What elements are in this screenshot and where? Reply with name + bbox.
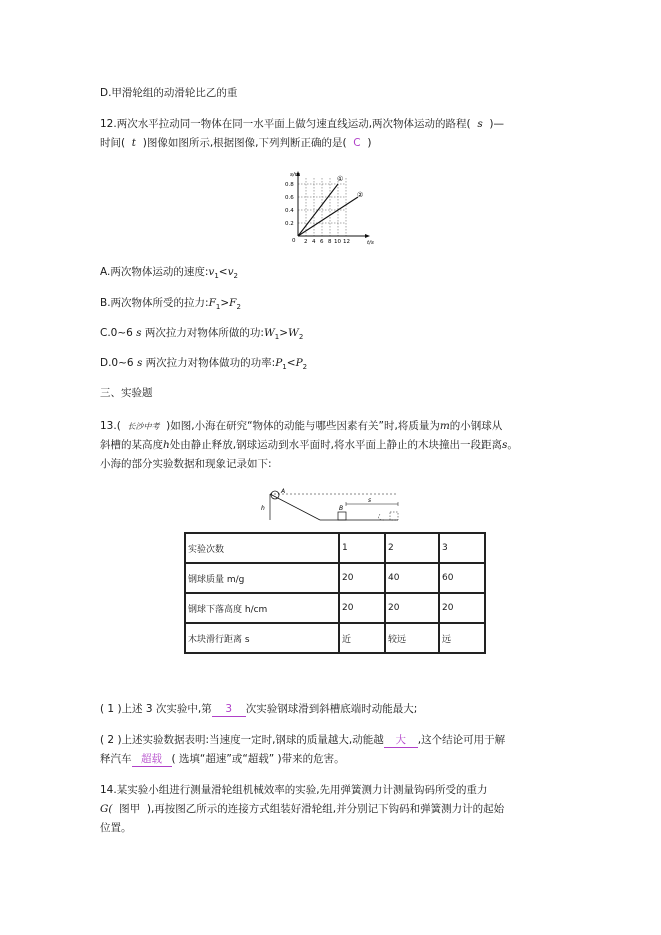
table-cell: 40 [385, 563, 439, 593]
q14-line3: 位置。 [100, 822, 132, 834]
x-tick: 12 [343, 239, 350, 245]
x-axis-label: t/s [367, 240, 374, 246]
table-cell: 近 [339, 623, 385, 653]
q12-option-c: C.0~6 s 两次拉力对物体所做的功$:W_1>W_2$ [100, 327, 304, 342]
source-tag: 长沙中考 [127, 422, 160, 431]
section-title: 三、实验题 [100, 387, 153, 399]
table-row [185, 533, 485, 563]
q14-line2: G( 图甲 ),再按图乙所示的连接方式组装好滑轮组,并分别记下钩码和弹簧测力计的起始 [100, 803, 505, 815]
s-t-graph [277, 168, 385, 246]
line-2 [298, 197, 358, 236]
q12-option-b: B.两次物体所受的拉力$:F_1>F_2$ [100, 297, 241, 312]
label-h: h [261, 505, 265, 512]
x-tick: 10 [334, 239, 341, 245]
table-cell: 钢球质量 m/g [185, 563, 339, 593]
block-b [338, 512, 346, 520]
q13-sub1: ( 1 )上述 3 次实验中,第 3 次实验钢球滑到斜槽底端时动能最大; [100, 703, 418, 715]
q12-option-d: D.0~6 s 两次拉力对物体做功的功率$:P_1<P_2$ [100, 357, 308, 372]
q13-sub2-line1: ( 2 )上述实验数据表明:当速度一定时,钢球的质量越大,动能越 大 ,这个结论可用于解 [100, 734, 506, 746]
table-cell: 60 [439, 563, 485, 593]
q11-option-d: D.甲滑轮组的动滑轮比乙的重 [100, 87, 238, 99]
label-s: s [368, 497, 372, 504]
label-a: A [281, 488, 286, 495]
table-cell: 较远 [385, 623, 439, 653]
table-cell: 20 [339, 593, 385, 623]
x-tick: 8 [328, 239, 332, 245]
y-tick: 0.2 [285, 221, 294, 227]
table-cell: 20 [339, 563, 385, 593]
data-table [184, 532, 486, 654]
table-cell: 3 [439, 533, 485, 563]
q13-sub2-answer2: 超载 [132, 752, 172, 767]
y-tick: 0.8 [285, 182, 294, 188]
q12-stem-line2: 时间( t )图像如图所示,根据图像,下列判断正确的是( C ) [100, 137, 372, 149]
q14-line1: 14.某实验小组进行测量滑轮组机械效率的实验,先用弹簧测力计测量钩码所受的重力 [100, 784, 488, 796]
table-cell: 20 [439, 593, 485, 623]
x-tick: 4 [312, 239, 316, 245]
q12-option-a: A.两次物体运动的速度$:v_1<v_2$ [100, 266, 238, 281]
var-s: s [477, 118, 483, 130]
table-cell: 远 [439, 623, 485, 653]
table-row [185, 593, 485, 623]
q12-stem-line1: 12.两次水平拉动同一物体在同一水平面上做匀速直线运动,两次物体运动的路程( s )— [100, 118, 505, 130]
q13-sub1-answer: 3 [212, 702, 246, 717]
q13-sub2-line2: 释汽车 超载 ( 选填“超速”或“超载” )带来的危害。 [100, 753, 345, 765]
table-cell: 钢球下落高度 h/cm [185, 593, 339, 623]
x-tick: 6 [320, 239, 324, 245]
table-row [185, 563, 485, 593]
x-tick: 2 [304, 239, 308, 245]
origin-label: 0 [292, 238, 296, 244]
q12-answer: C [353, 137, 361, 149]
y-tick: 0.4 [285, 208, 294, 214]
table-cell: 1 [339, 533, 385, 563]
q13-line1: 13.( 长沙中考 )如图,小海在研究“物体的动能与哪些因素有关”时,将质量为m的小钢球从 [100, 420, 503, 432]
q13-line2: 斜槽的某高度h处由静止释放,钢球运动到水平面时,将水平面上静止的木块撞出一段距离s。 [100, 439, 518, 451]
table-cell: 木块滑行距离 s [185, 623, 339, 653]
table-cell: 2 [385, 533, 439, 563]
line-1-label: ① [337, 175, 344, 183]
y-tick: 0.6 [285, 195, 294, 201]
y-axis-label: s/m [290, 172, 301, 178]
label-b: B [339, 505, 344, 512]
ramp-figure [248, 486, 408, 528]
table-cell: 实验次数 [185, 533, 339, 563]
table-row [185, 623, 485, 653]
q13-line3: 小海的部分实验数据和现象记录如下: [100, 458, 272, 470]
q13-sub2-answer1: 大 [384, 733, 418, 748]
line-2-label: ② [357, 191, 364, 199]
var-t: t [131, 137, 137, 149]
table-cell: 20 [385, 593, 439, 623]
